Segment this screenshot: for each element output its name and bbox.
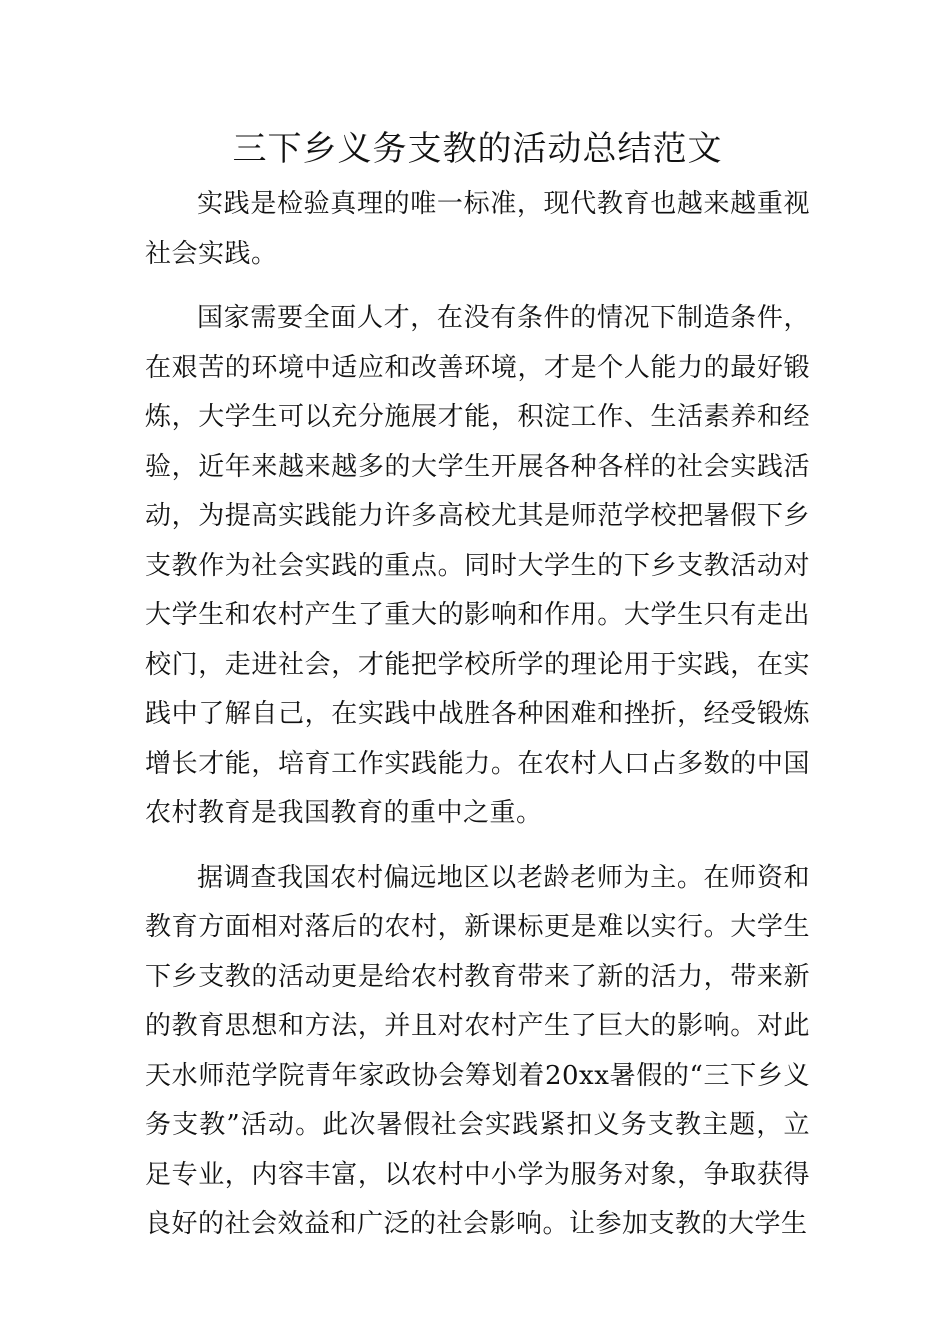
document-page [145,124,810,1265]
document-title: 三下乡义务支教的活动总结范文 [232,129,723,169]
paragraph-3: 据调查我国农村偏远地区以老龄老师为主。在师资和教育方面相对落后的农村，新课标更是难以实行。大学生下乡支教的活动更是给农村教育带来了新的活力，带来新的教育思想和方法，并且对农村产生了巨大的影响。对此天水师范学院青年家政协会筹划着20xx暑假的“三下乡义务支教”活动。此次暑假社会实践紧扣义务支教主题，立足专业，内容丰富，以农村中小学为服务对象，争取获得良好的社会效益和广泛的社会影响。让参加支教的大学生 [145,862,810,1239]
paragraph-1: 实践是检验真理的唯一标准，现代教育也越来越重视社会实践。 [145,189,810,269]
paragraph-2: 国家需要全面人才，在没有条件的情况下制造条件，在艰苦的环境中适应和改善环境，才是个人能力的最好锻炼，大学生可以充分施展才能，积淀工作、生活素养和经验，近年来越来越多的大学生开展各种各样的社会实践活动，为提高实践能力许多高校尤其是师范学校把暑假下乡支教作为社会实践的重点。同时大学生的下乡支教活动对大学生和农村产生了重大的影响和作用。大学生只有走出校门，走进社会，才能把学校所学的理论用于实践，在实践中了解自己，在实践中战胜各种困难和挫折，经受锻炼增长才能，培育工作实践能力。在农村人口占多数的中国农村教育是我国教育的重中之重。 [145,303,810,828]
